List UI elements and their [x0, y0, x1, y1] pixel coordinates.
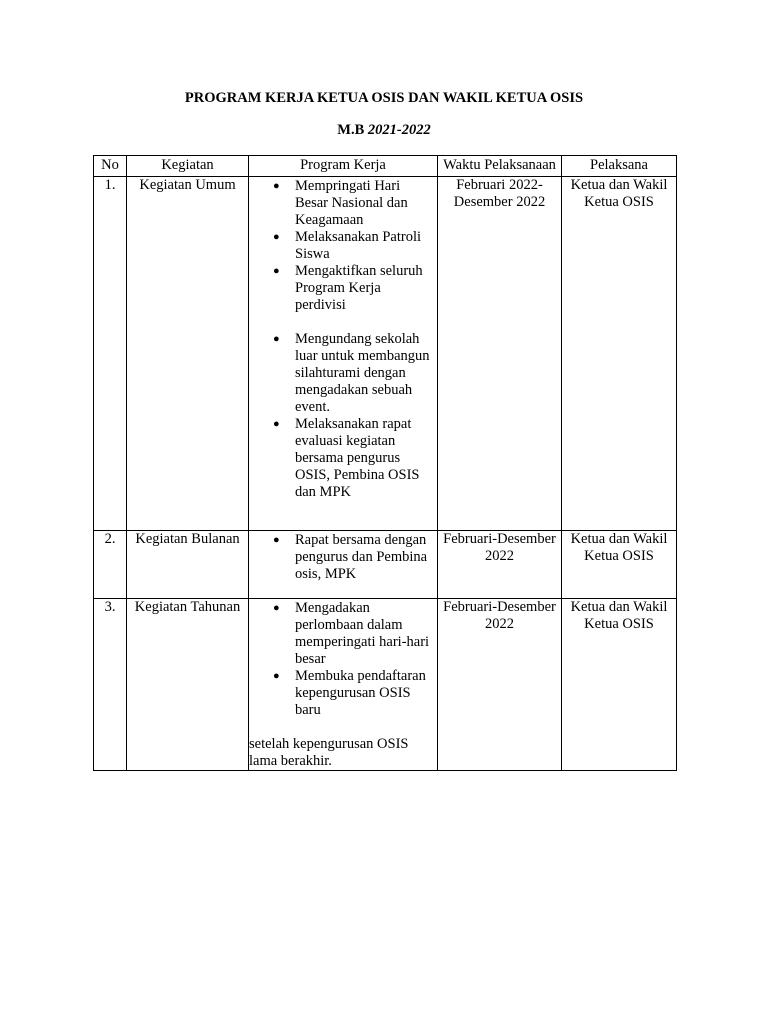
program-kerja-cell	[249, 531, 438, 599]
waktu-cell: Februari-Desember 2022	[438, 531, 562, 599]
program-kerja-list	[249, 600, 437, 719]
kegiatan-cell: Kegiatan Bulanan	[127, 531, 249, 599]
document-title: PROGRAM KERJA KETUA OSIS DAN WAKIL KETUA OSIS	[184, 90, 584, 106]
list-item	[249, 668, 437, 719]
list-item	[249, 263, 437, 314]
list-item-text: Mengadakan perlombaan dalam memperingati hari-hari besar	[295, 600, 430, 667]
header-waktu: Waktu Pelaksanaan	[438, 156, 562, 177]
header-pelaksana: Pelaksana	[562, 156, 677, 177]
row-number: 1.	[94, 177, 127, 531]
pelaksana-cell: Ketua dan Wakil Ketua OSIS	[562, 531, 677, 599]
table-row	[94, 531, 677, 599]
document-subtitle	[0, 121, 768, 139]
table-header-row	[94, 156, 677, 177]
program-kerja-cell	[249, 177, 438, 531]
kegiatan-cell: Kegiatan Umum	[127, 177, 249, 531]
table-row	[94, 177, 677, 531]
list-item	[249, 229, 437, 263]
bullet-icon: ●	[273, 333, 280, 345]
list-item	[249, 532, 437, 583]
waktu-cell: Februari 2022-Desember 2022	[438, 177, 562, 531]
list-item-text: Melaksanakan rapat evaluasi kegiatan bersama pengurus OSIS, Pembina OSIS dan MPK	[295, 416, 420, 500]
pelaksana-cell: Ketua dan Wakil Ketua OSIS	[562, 599, 677, 771]
program-kerja-list	[249, 532, 437, 583]
bullet-icon: ●	[273, 265, 280, 277]
list-item	[249, 178, 437, 229]
subtitle-years: 2021-2022	[367, 122, 431, 138]
row-number: 3.	[94, 599, 127, 771]
pelaksana-cell: Ketua dan Wakil Ketua OSIS	[562, 177, 677, 531]
header-kegiatan: Kegiatan	[127, 156, 249, 177]
bullet-icon: ●	[273, 231, 280, 243]
header-program-kerja: Program Kerja	[249, 156, 438, 177]
list-item-text: Rapat bersama dengan pengurus dan Pembina osis, MPK	[295, 532, 428, 582]
bullet-icon: ●	[273, 418, 280, 430]
bullet-icon: ●	[273, 670, 280, 682]
list-item	[249, 331, 437, 416]
list-item-text: Mengundang sekolah luar untuk membangun silahturami dengan mengadakan sebuah event.	[295, 331, 430, 415]
list-item-text: Mempringati Hari Besar Nasional dan Keagamaan	[295, 178, 408, 228]
list-item-text: Membuka pendaftaran kepengurusan OSIS baru	[295, 668, 426, 718]
table-row	[94, 599, 677, 771]
list-item-text: Mengaktifkan seluruh Program Kerja perdivisi	[295, 263, 423, 313]
bullet-icon: ●	[273, 180, 280, 192]
bullet-icon: ●	[273, 534, 280, 546]
list-item-text: Melaksanakan Patroli Siswa	[295, 229, 422, 262]
list-item	[249, 600, 437, 668]
subtitle-prefix: M.B	[337, 122, 368, 138]
list-item	[249, 416, 437, 501]
header-no: No	[94, 156, 127, 177]
program-kerja-cell	[249, 599, 438, 771]
row-number: 2.	[94, 531, 127, 599]
program-kerja-note: setelah kepengurusan OSIS lama berakhir.	[249, 736, 409, 769]
waktu-cell: Februari-Desember 2022	[438, 599, 562, 771]
program-kerja-list	[249, 178, 437, 501]
program-table	[93, 155, 677, 771]
bullet-icon: ●	[273, 602, 280, 614]
kegiatan-cell: Kegiatan Tahunan	[127, 599, 249, 771]
